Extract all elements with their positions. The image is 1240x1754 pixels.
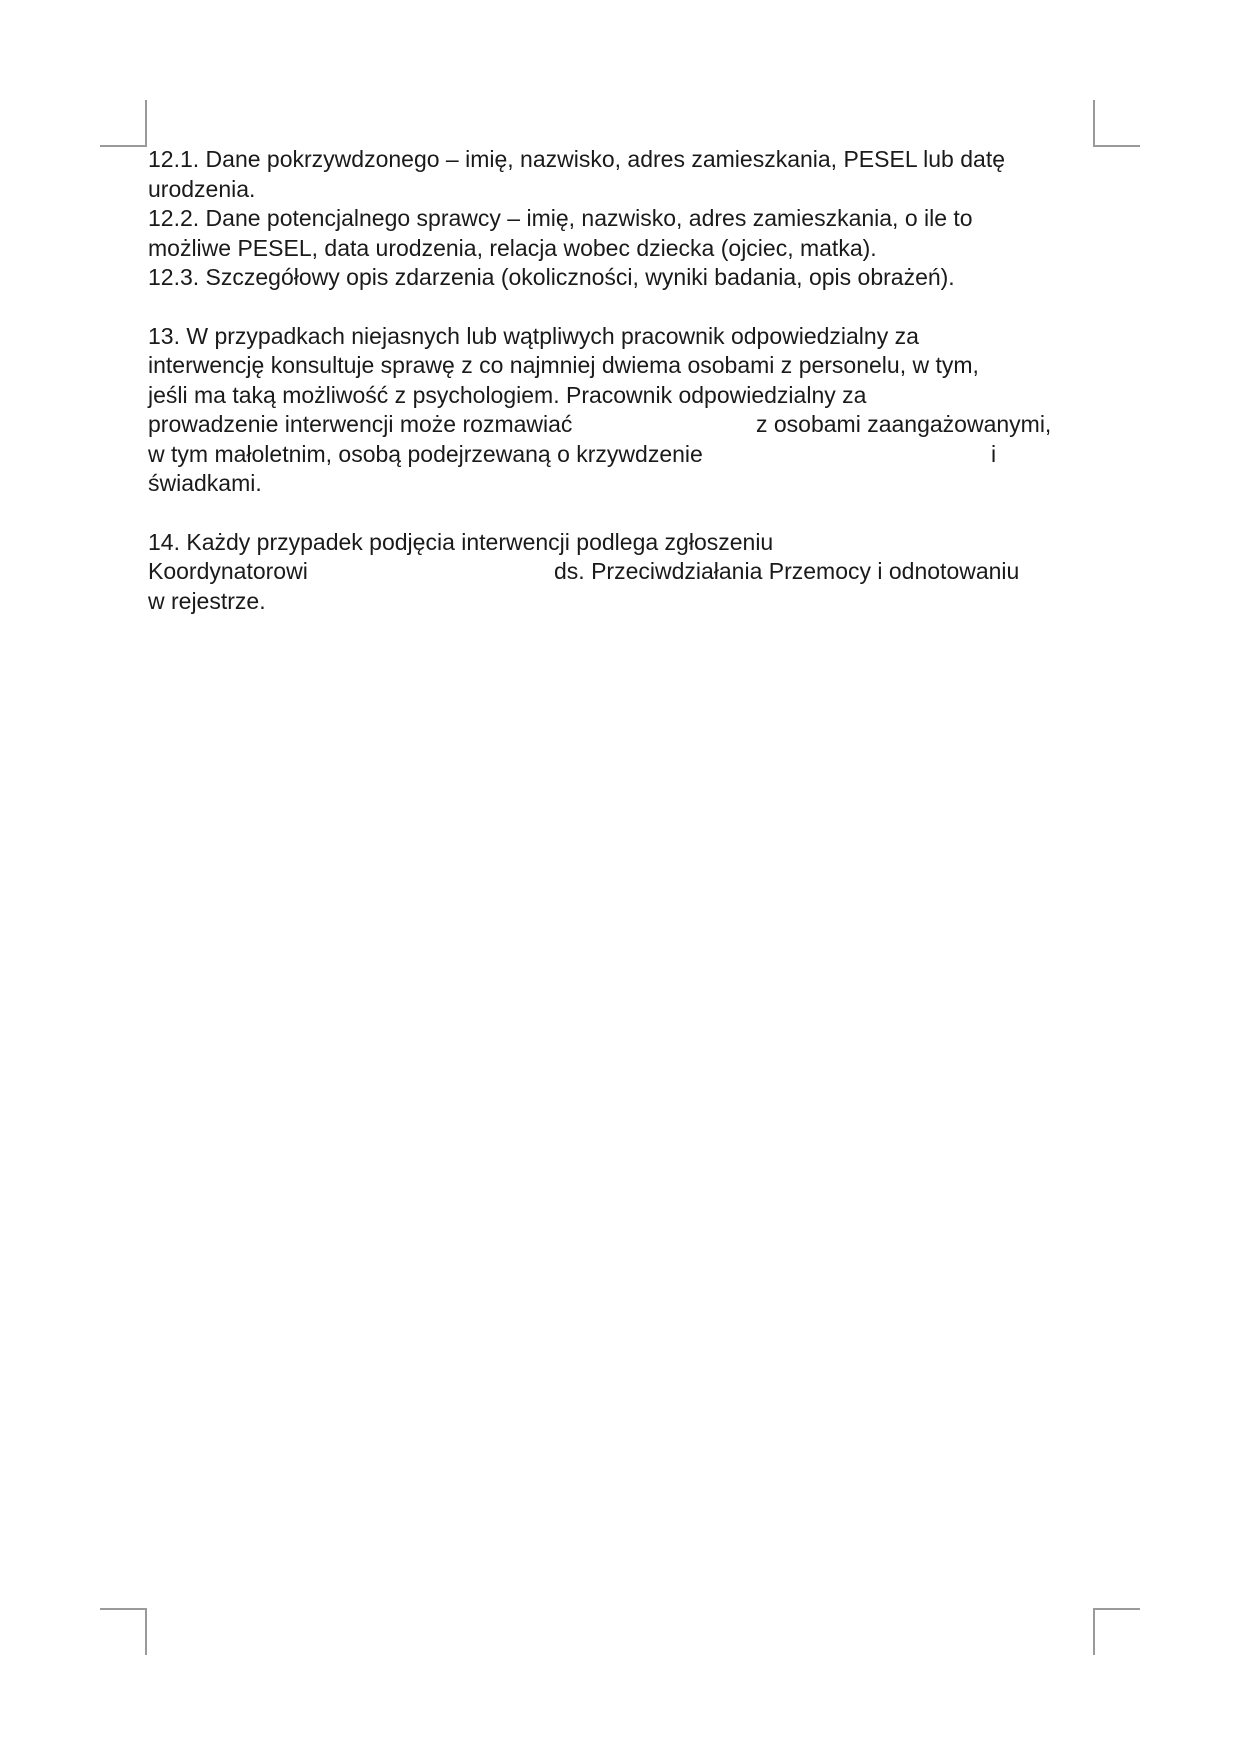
paragraph-gap <box>148 499 1098 528</box>
text-line: możliwe PESEL, data urodzenia, relacja wobec dziecka (ojciec, matka). <box>148 234 877 261</box>
text-line-with-blank <box>148 440 1098 470</box>
text-line: w rejestrze. <box>148 587 266 614</box>
crop-mark-bottom-left-horizontal <box>100 1608 147 1610</box>
document-body <box>148 145 1098 616</box>
text-line: urodzenia. <box>148 175 256 202</box>
item-12-3 <box>148 263 1098 293</box>
crop-mark-bottom-right-vertical <box>1093 1608 1095 1655</box>
text-line: 14. Każdy przypadek podjęcia interwencji podlega zgłoszeniu <box>148 528 774 555</box>
text-line: interwencję konsultuje sprawę z co najmniej dwiema osobami z personelu, w tym, <box>148 352 979 378</box>
section-13 <box>148 322 1098 499</box>
section-12 <box>148 145 1098 293</box>
text-line: 12.2. Dane potencjalnego sprawcy – imię, nazwisko, adres zamieszkania, o ile to <box>148 205 973 231</box>
item-12-1 <box>148 145 1098 204</box>
text-fragment: i <box>991 440 997 467</box>
paragraph-gap <box>148 293 1098 322</box>
text-fragment: ds. Przeciwdziałania Przemocy i odnotowaniu <box>554 558 1020 584</box>
crop-mark-bottom-left-vertical <box>145 1608 147 1655</box>
text-line: 13. W przypadkach niejasnych lub wątpliwych pracownik odpowiedzialny za <box>148 322 919 349</box>
text-fragment: z osobami zaangażowanymi, <box>756 411 1052 437</box>
text-line-with-blank <box>148 557 1098 587</box>
crop-mark-top-right-horizontal <box>1093 145 1140 147</box>
section-14 <box>148 528 1098 617</box>
text-line: świadkami. <box>148 470 262 496</box>
text-fragment: w tym małoletnim, osobą podejrzewaną o krzywdzenie <box>148 440 703 467</box>
text-line-with-blank <box>148 410 1098 440</box>
text-line: 12.1. Dane pokrzywdzonego – imię, nazwisko, adres zamieszkania, PESEL lub datę <box>148 146 1005 172</box>
text-line: jeśli ma taką możliwość z psychologiem. Pracownik odpowiedzialny za <box>148 381 867 408</box>
text-fragment: Koordynatorowi <box>148 558 308 584</box>
crop-mark-top-right-vertical <box>1093 100 1095 147</box>
crop-mark-top-left-vertical <box>145 100 147 147</box>
text-fragment: prowadzenie interwencji może rozmawiać <box>148 411 573 437</box>
crop-mark-bottom-right-horizontal <box>1093 1608 1140 1610</box>
item-12-2 <box>148 204 1098 263</box>
crop-mark-top-left-horizontal <box>100 145 147 147</box>
text-line: 12.3. Szczegółowy opis zdarzenia (okoliczności, wyniki badania, opis obrażeń). <box>148 264 955 290</box>
